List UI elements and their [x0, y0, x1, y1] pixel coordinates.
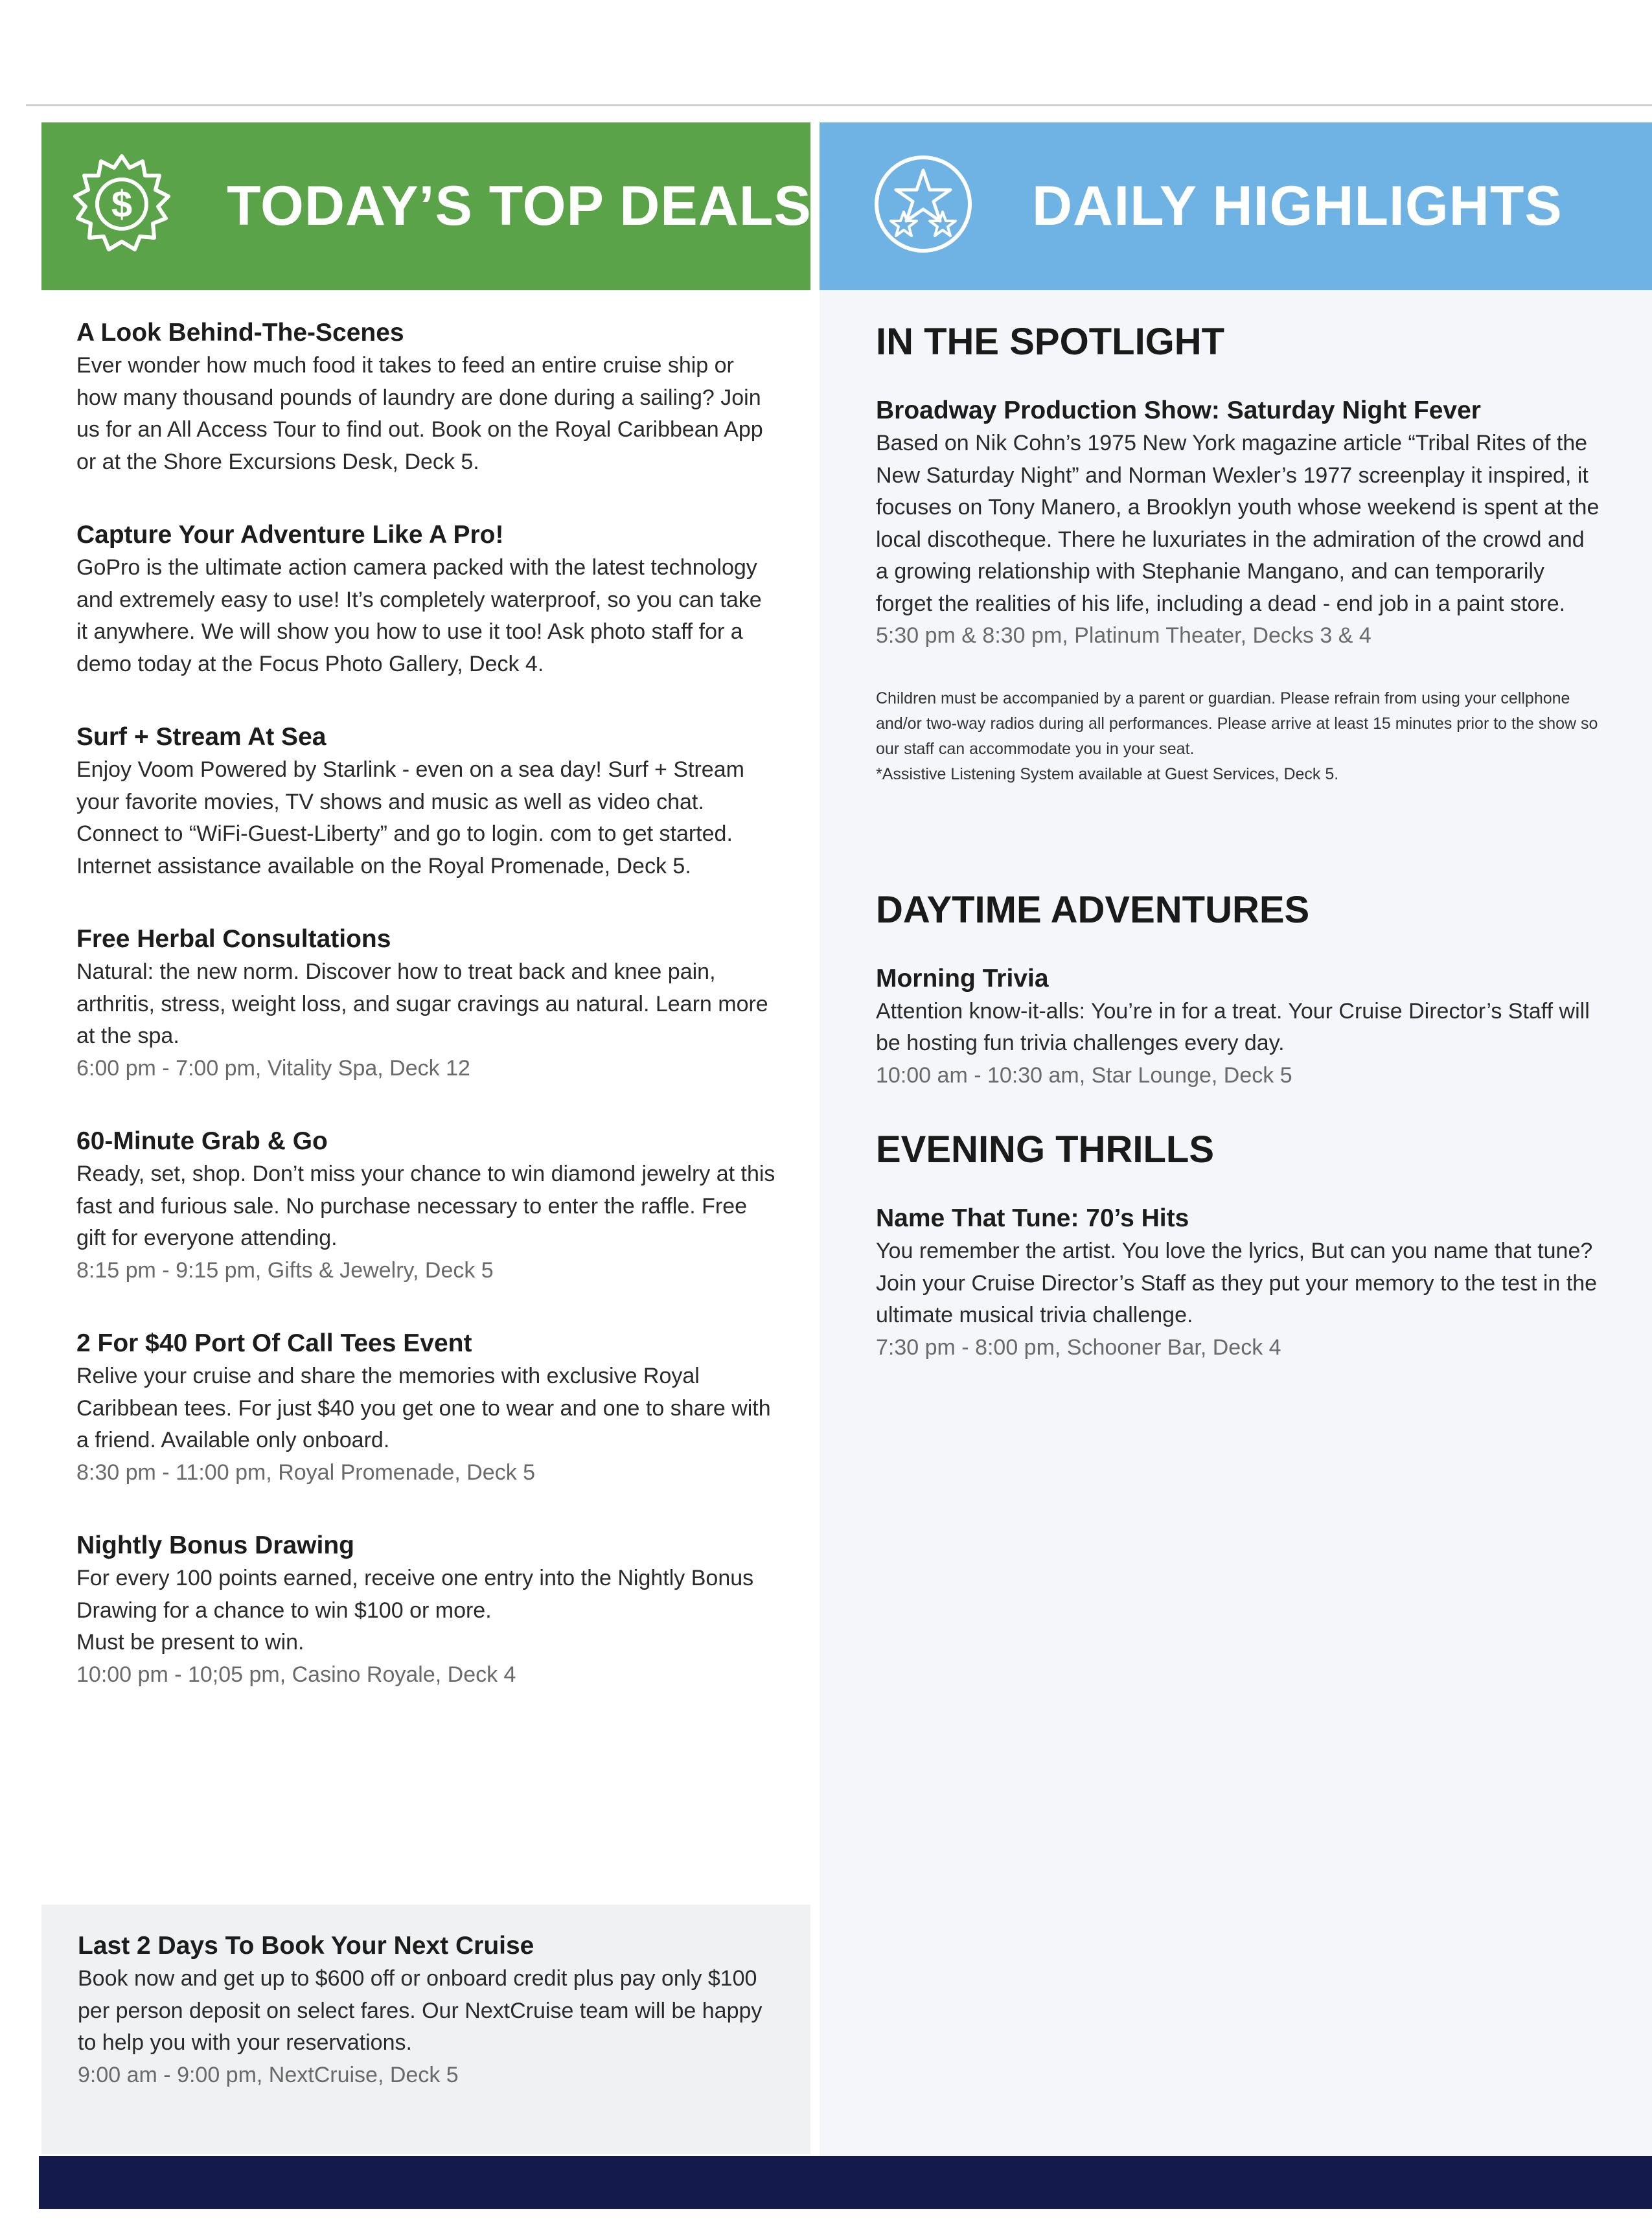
- deal-body: Natural: the new norm. Discover how to treat back and knee pain, arthritis, stress, weight loss, and sugar cravings au natural. Learn more at the spa.: [76, 959, 768, 1048]
- deal-title: 60-Minute Grab & Go: [76, 1127, 328, 1155]
- svg-text:$: $: [111, 183, 133, 225]
- top-rule: [26, 104, 1652, 106]
- deal-title: Surf + Stream At Sea: [76, 723, 327, 751]
- spotlight-time: 5:30 pm & 8:30 pm, Platinum Theater, Decks 3 & 4: [876, 623, 1371, 648]
- deal-body: For every 100 points earned, receive one entry into the Nightly Bonus Drawing for a chance to win $100 or more.: [76, 1566, 754, 1623]
- deal-body: Ready, set, shop. Don’t miss your chance to win diamond jewelry at this fast and furious sale. No purchase necessary to enter the raffle. Free gift for everyone attending.: [76, 1162, 775, 1250]
- deal-body: Enjoy Voom Powered by Starlink - even on a sea day! Surf + Stream your favorite movies, TV shows and music as well as video chat. Connect to “WiFi-Guest-Liberty” and go to login. com to get started.: [76, 757, 744, 846]
- deal-body-extra: Internet assistance available on the Royal Promenade, Deck 5.: [76, 853, 691, 878]
- deals-header-title: TODAY’S TOP DEALS: [227, 175, 812, 237]
- callout-body: Book now and get up to $600 off or onboard credit plus pay only $100 per person deposit on select fares. Our NextCruise team will be happy to help you with your reservations.: [78, 1966, 763, 2055]
- footer-bar: [39, 2156, 1652, 2209]
- deal-title: Nightly Bonus Drawing: [76, 1531, 354, 1559]
- spotlight-title: Broadway Production Show: Saturday Night Fever: [876, 396, 1481, 424]
- deal-time: 8:15 pm - 9:15 pm, Gifts & Jewelry, Deck 5: [76, 1257, 494, 1283]
- deal-title: 2 For $40 Port Of Call Tees Event: [76, 1329, 472, 1357]
- evening-time: 7:30 pm - 8:00 pm, Schooner Bar, Deck 4: [876, 1335, 1281, 1360]
- next-cruise-callout: [41, 1905, 810, 2154]
- callout-item: [78, 1929, 777, 2091]
- deal-time: 6:00 pm - 7:00 pm, Vitality Spa, Deck 12: [76, 1055, 470, 1081]
- deal-item: [76, 1529, 776, 1691]
- deal-item: [76, 1327, 776, 1489]
- deal-time: 8:30 pm - 11:00 pm, Royal Promenade, Deck 5: [76, 1460, 536, 1485]
- deal-time: 10:00 pm - 10;05 pm, Casino Royale, Deck 4: [76, 1662, 516, 1687]
- spotlight-body: Based on Nik Cohn’s 1975 New York magazine article “Tribal Rites of the New Saturday Night” and Norman Wexler’s 1977 screenplay it inspired, it focuses on Tony Manero, a Brooklyn youth whose weekend is spent at the local discotheque. There he luxuriates in the admiration of the crowd and a growing relationship with Stephanie Mangano, and can temporarily forget the realities of his life, including a dead - end job in a paint store.: [876, 431, 1600, 616]
- callout-title: Last 2 Days To Book Your Next Cruise: [78, 1932, 534, 1960]
- dollar-badge-icon: [70, 152, 174, 256]
- deal-item: [76, 316, 776, 478]
- daytime-title: Morning Trivia: [876, 964, 1049, 992]
- highlights-list: [876, 316, 1601, 1364]
- deal-item: [76, 923, 776, 1084]
- section-title-spotlight: IN THE SPOTLIGHT: [876, 321, 1225, 363]
- daytime-body: Attention know-it-alls: You’re in for a treat. Your Cruise Director’s Staff will be hosting fun trivia challenges every day.: [876, 998, 1590, 1055]
- fine-print-note: *Assistive Listening System available at Guest Services, Deck 5.: [876, 764, 1339, 783]
- deals-header: [41, 122, 810, 290]
- callout-time: 9:00 am - 9:00 pm, NextCruise, Deck 5: [78, 2062, 459, 2087]
- section-title-daytime: DAYTIME ADVENTURES: [876, 888, 1310, 931]
- deal-body: Relive your cruise and share the memories with exclusive Royal Caribbean tees. For just $40 you get one to wear and one to share with a friend. Available only onboard.: [76, 1364, 771, 1452]
- deal-item: [76, 518, 776, 680]
- section-title-evening: EVENING THRILLS: [876, 1129, 1215, 1171]
- highlights-header-title: DAILY HIGHLIGHTS: [1032, 175, 1563, 237]
- evening-body: You remember the artist. You love the lyrics, But can you name that tune? Join your Cruise Director’s Staff as they put your memory to the test in the ultimate musical trivia challenge.: [876, 1239, 1598, 1327]
- deals-list: [76, 316, 776, 1731]
- evening-title: Name That Tune: 70’s Hits: [876, 1204, 1189, 1232]
- deal-body-extra: Must be present to win.: [76, 1630, 304, 1655]
- stars-circle-icon: [871, 152, 975, 256]
- deal-body: Ever wonder how much food it takes to feed an entire cruise ship or how many thousand pounds of laundry are done during a sailing? Join us for an All Access Tour to find out. Book on the Royal Caribbean App or at the Shore Excursions Desk, Deck 5.: [76, 353, 763, 474]
- spotlight-fine-print: [876, 686, 1601, 787]
- deal-body: GoPro is the ultimate action camera packed with the latest technology and extremely easy to use! It’s completely waterproof, so you can take it anywhere. We will show you how to use it too! Ask photo staff for a demo today at the Focus Photo Gallery, Deck 4.: [76, 555, 762, 676]
- fine-print-text: Children must be accompanied by a parent or guardian. Please refrain from using your cellphone and/or two-way radios during all performances. Please arrive at least 15 minutes prior to the show so our staff can accommodate you in your seat.: [876, 689, 1598, 758]
- highlights-header: [820, 122, 1652, 290]
- deal-title: Free Herbal Consultations: [76, 925, 391, 953]
- deal-title: A Look Behind-The-Scenes: [76, 319, 404, 347]
- deal-item: [76, 720, 776, 882]
- deal-item: [76, 1125, 776, 1287]
- deal-title: Capture Your Adventure Like A Pro!: [76, 521, 504, 549]
- daytime-time: 10:00 am - 10:30 am, Star Lounge, Deck 5: [876, 1062, 1292, 1088]
